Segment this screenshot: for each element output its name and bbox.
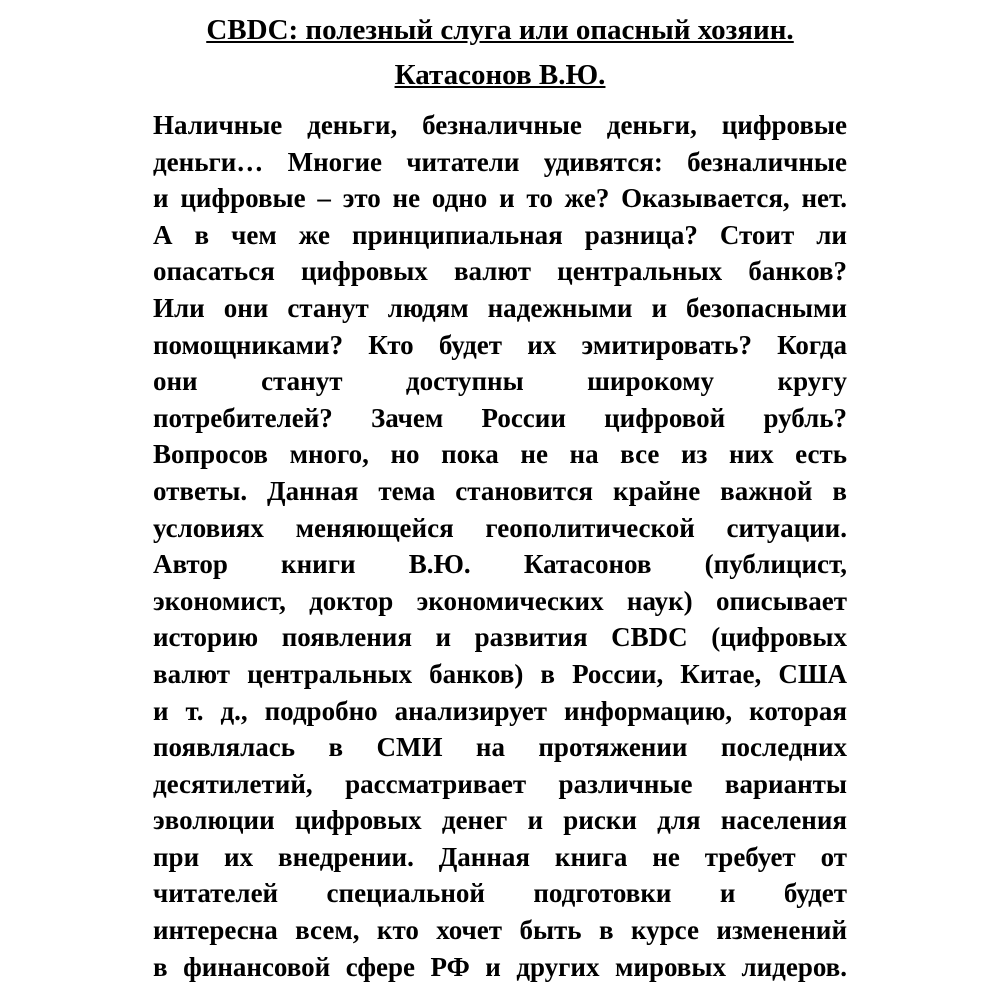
body-line-6: Или они станут людям надежными и безопасными [153, 292, 847, 323]
document-body [153, 107, 847, 985]
body-line-12: условиях меняющейся геополитической ситуации. [153, 512, 847, 543]
body-line-11: ответы. Данная тема становится крайне важной в [153, 475, 847, 506]
body-line-23: интересна всем, кто хочет быть в курсе изменений [153, 915, 847, 946]
body-line-7: помощниками? Кто будет их эмитировать? Когда [153, 329, 847, 360]
body-line-10: Вопросов много, но пока не на все из них есть [153, 439, 847, 470]
body-line-21: при их внедрении. Данная книга не требует от [153, 841, 847, 872]
body-line-19: десятилетий, рассматривает различные варианты [153, 768, 847, 799]
body-line-2: деньги… Многие читатели удивятся: безналичные [153, 146, 847, 177]
body-line-1: Наличные деньги, безналичные деньги, цифровые [153, 110, 847, 140]
body-line-8: они станут доступны широкому кругу [153, 366, 847, 397]
body-line-14: экономист, доктор экономических наук) описывает [153, 585, 847, 616]
body-line-4: А в чем же принципиальная разница? Стоит ли [153, 219, 847, 250]
body-line-22: читателей специальной подготовки и будет [153, 878, 847, 909]
body-line-5: опасаться цифровых валют центральных банков? [153, 256, 847, 287]
body-line-20: эволюции цифровых денег и риски для населения [153, 805, 847, 836]
title-line-2: Катасонов В.Ю. [394, 59, 606, 91]
document-title [153, 8, 847, 98]
title-line-1: CBDC: полезный слуга или опасный хозяин. [206, 14, 794, 46]
body-line-3: и цифровые – это не одно и то же? Оказывается, нет. [153, 183, 847, 214]
body-line-15: историю появления и развития CBDC (цифровых [153, 622, 847, 653]
body-line-18: появлялась в СМИ на протяжении последних [153, 732, 847, 763]
body-line-13: Автор книги В.Ю. Катасонов (публицист, [153, 549, 847, 580]
body-line-24: в финансовой сфере РФ и других мировых лидеров. [153, 951, 847, 982]
body-line-16: валют центральных банков) в России, Китае, США [153, 658, 847, 689]
body-line-9: потребителей? Зачем России цифровой рубль? [153, 402, 847, 433]
body-line-17: и т. д., подробно анализирует информацию, которая [153, 695, 847, 726]
